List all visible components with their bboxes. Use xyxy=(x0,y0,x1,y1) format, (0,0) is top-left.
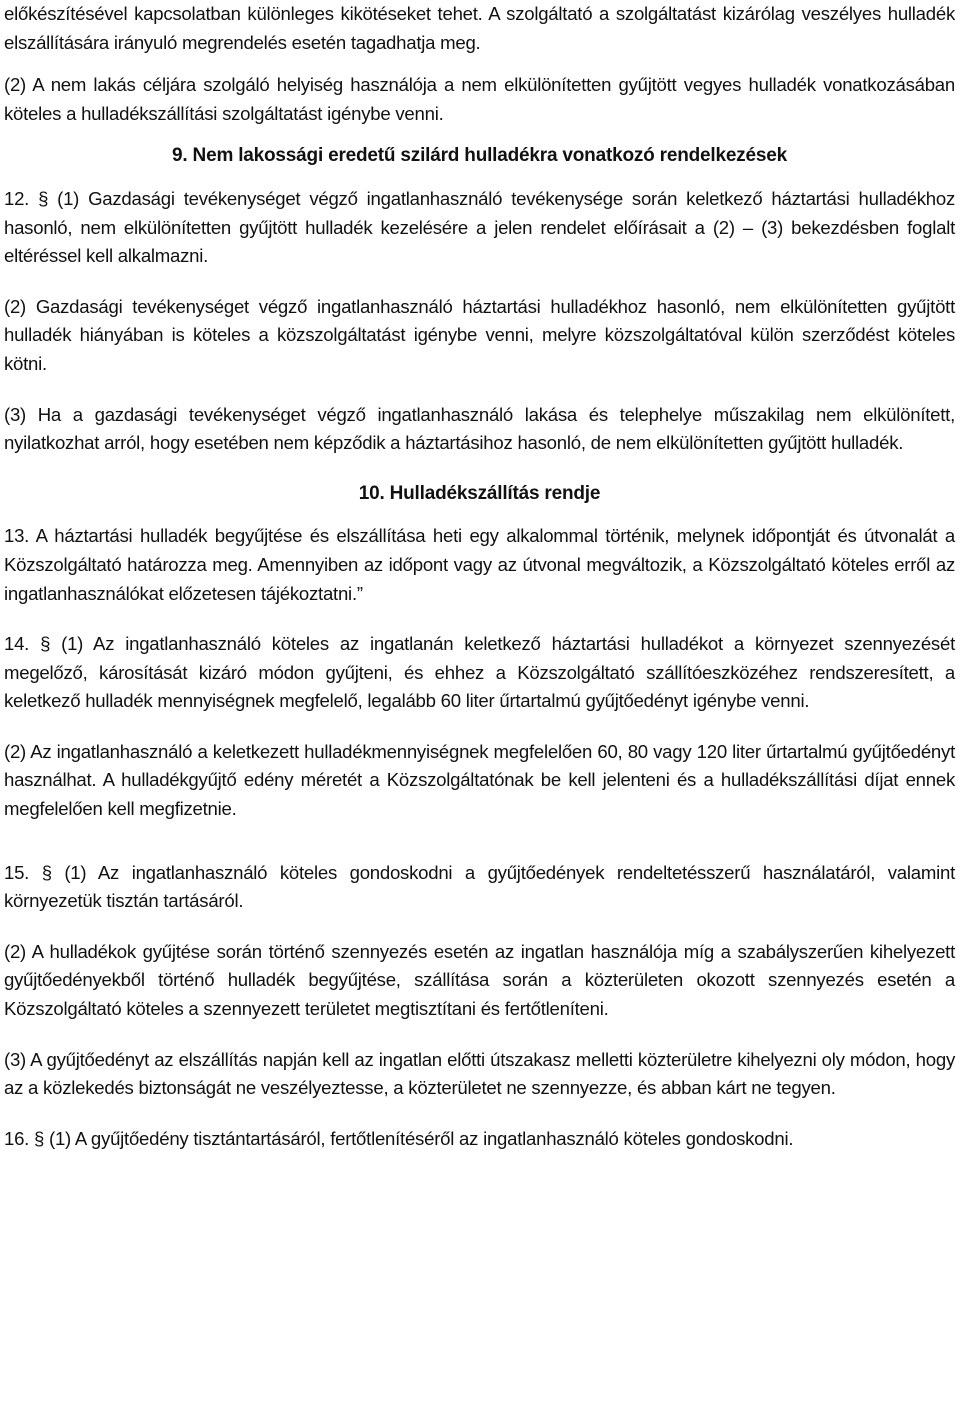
document-page xyxy=(4,0,955,1153)
paragraph-13: 13. A háztartási hulladék begyűjtése és elszállítása heti egy alkalommal történik, melynek időpontját és útvonalát a Közszolgáltató határozza meg. Amennyiben az időpont vagy az útvonal megváltozik, a Közszolgáltató köteles erről az ingatlanhasználókat előzetesen tájékoztatni.” xyxy=(4,525,955,604)
paragraph-14-1: 14. § (1) Az ingatlanhasználó köteles az ingatlanán keletkező háztartási hulladékot a környezet szennyezését megelőző, károsítását kizáró módon gyűjteni, és ehhez a Közszolgáltató szállítóeszközéhez rendszeresített, a keletkező hulladék mennyiségnek megfelelő, legalább 60 liter űrtartalmú gyűjtőedényt igénybe venni. xyxy=(4,633,955,712)
paragraph-15-3: (3) A gyűjtőedényt az elszállítás napján kell az ingatlan előtti útszakasz melletti közterületre kihelyezni oly módon, hogy az a közlekedés biztonságát ne veszélyeztesse, a közterületet ne szennyezze, és abban kárt ne tegyen. xyxy=(4,1048,955,1099)
section-heading-9: 9. Nem lakossági eredetű szilárd hulladékra vonatkozó rendelkezések xyxy=(172,145,787,167)
paragraph-15-1: 15. § (1) Az ingatlanhasználó köteles gondoskodni a gyűjtőedények rendeltetésszerű használatáról, valamint környezetük tisztán tartásáról. xyxy=(4,861,955,912)
paragraph-12-1: 12. § (1) Gazdasági tevékenységet végző ingatlanhasználó tevékenysége során keletkező háztartási hulladékhoz hasonló, nem elkülönítetten gyűjtött hulladék kezelésére a jelen rendelet előírásait a (2) – (3) bekezdésben foglalt eltéréssel kell alkalmazni. xyxy=(4,187,955,267)
paragraph-8-2: (2) A nem lakás céljára szolgáló helyiség használója a nem elkülönítetten gyűjtött vegyes hulladék vonatkozásában köteles a hulladékszállítási szolgáltatást igénybe venni. xyxy=(4,74,955,124)
paragraph-16-1: 16. § (1) A gyűjtőedény tisztántartásáról, fertőtlenítéséről az ingatlanhasználó köteles gondoskodni. xyxy=(4,1127,794,1149)
paragraph-15-2: (2) A hulladékok gyűjtése során történő szennyezés esetén az ingatlan használója míg a szabályszerűen kihelyezett gyűjtőedényekből történő hulladék begyűjtése, szállítása során a közterületen okozott szennyezés esetén a Közszolgáltató köteles a szennyezett területet megtisztítani és fertőtleníteni. xyxy=(4,940,955,1020)
section-heading-10: 10. Hulladékszállítás rendje xyxy=(358,482,601,504)
paragraph-12-2: (2) Gazdasági tevékenységet végző ingatlanhasználó háztartási hulladékhoz hasonló, nem elkülönítetten gyűjtött hulladék hiányában is köteles a közszolgáltatást igénybe venni, melyre közszolgáltatóval külön szerződést köteles kötni. xyxy=(4,295,955,374)
paragraph-intro: előkészítésével kapcsolatban különleges kikötéseket tehet. A szolgáltató a szolgáltatást kizárólag veszélyes hulladék elszállítására irányuló megrendelés esetén tagadhatja meg. xyxy=(4,3,955,53)
paragraph-12-3: (3) Ha a gazdasági tevékenységet végző ingatlanhasználó lakása és telephelye műszakilag nem elkülönített, nyilatkozhat arról, hogy esetében nem képződik a háztartásihoz hasonló, de nem elkülönítetten gyűjtött hulladék. xyxy=(4,403,955,454)
paragraph-14-2: (2) Az ingatlanhasználó a keletkezett hulladékmennyiségnek megfelelően 60, 80 vagy 120 liter űrtartalmú gyűjtőedényt használhat. A hulladékgyűjtő edény méretét a Közszolgáltatónak be kell jelenteni és a hulladékszállítási díjat ennek megfelelően kell megfizetnie. xyxy=(4,740,955,820)
